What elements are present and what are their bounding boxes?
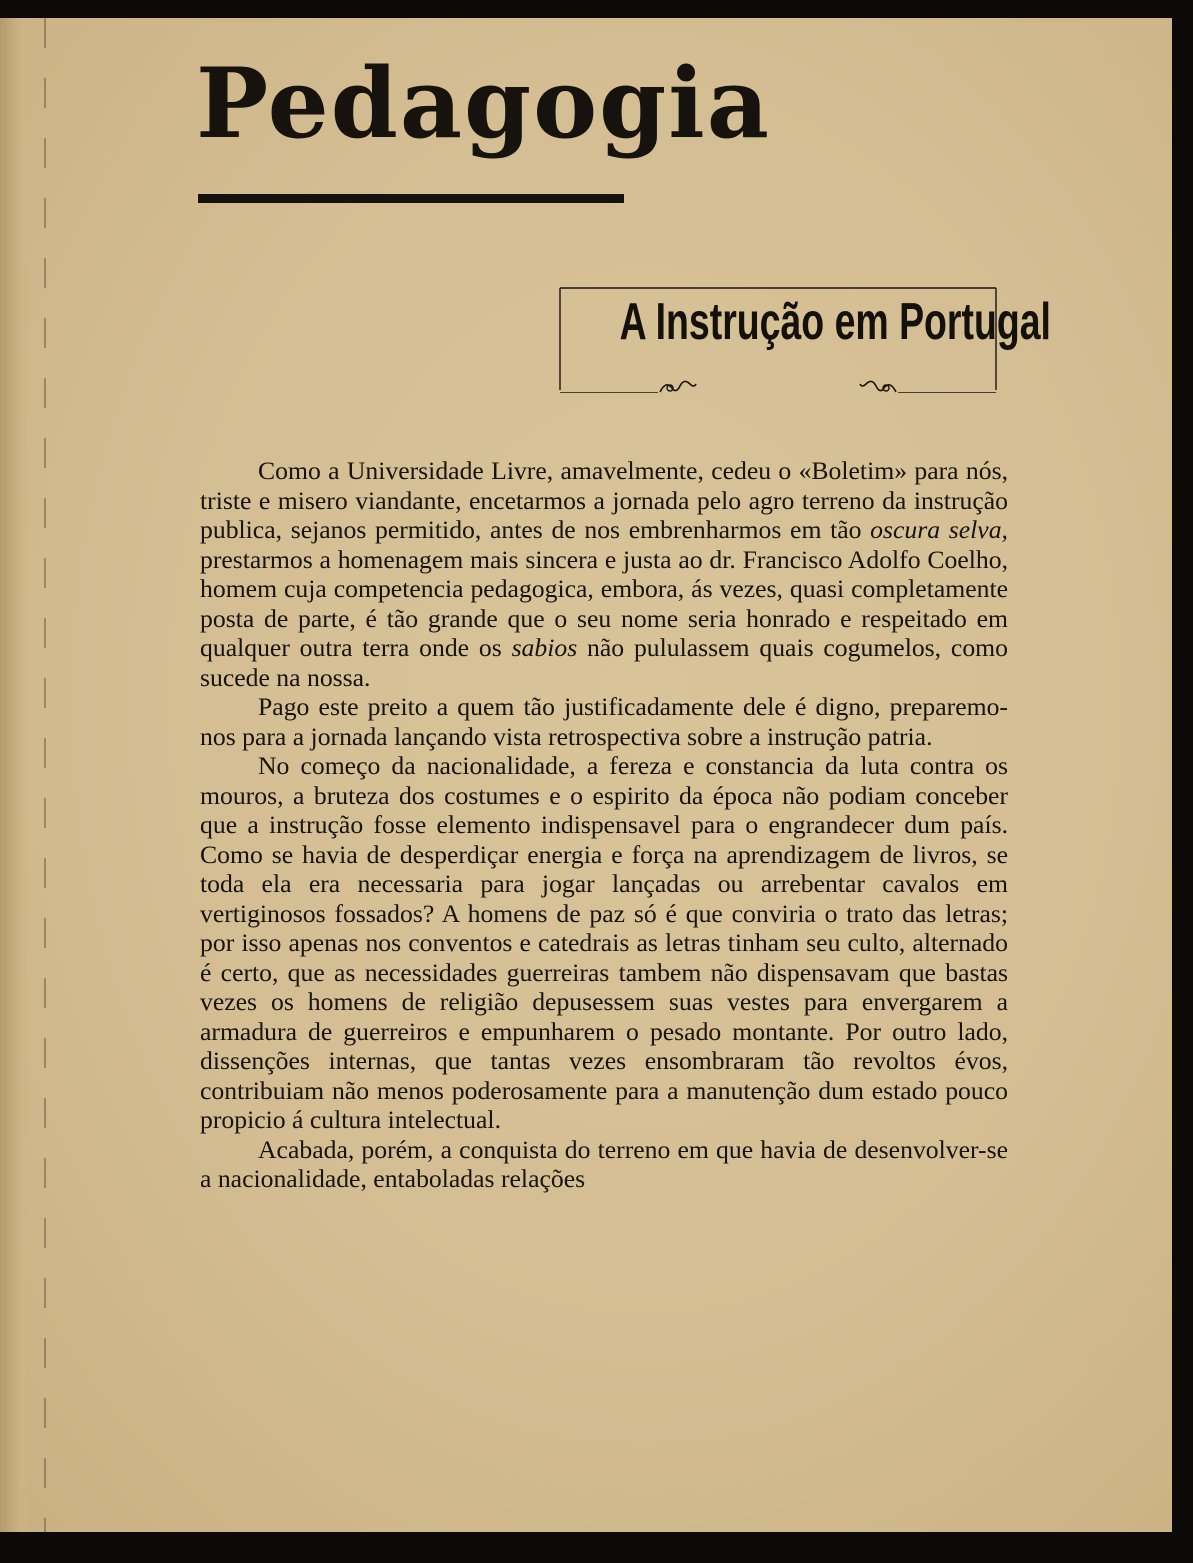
article-title-box	[558, 268, 1051, 393]
text-run: No começo da nacionalidade, a fereza e constancia da luta contra os mouros, a bruteza dos costumes e o espirito da época não podiam conceber que a instrução fosse elemento indispensavel para o engrandecer dum país. Como se havia de desperdiçar energia e força na aprendizagem de livros, se toda ela era necessaria para jogar lançadas ou arrebentar cavalos em vertiginosos fossados? A homens de paz só é que conviria o trato das letras; por isso apenas nos conventos e catedrais as letras tinham seu culto, alternado é certo, que as necessidades guerreiras tambem não dispensavam que bastas vezes os homens de religião depusessem suas vestes para envergarem a armadura de guerreiros e empunharem o pesado montante. Por outro lado, dissenções internas, que tantas vezes ensombraram tão revoltos évos, contribuiam não menos poderosamente para a manutenção dum estado pouco propicio á cultura intelectual.	[200, 751, 1008, 1134]
text-run: Pago este preito a quem tão justificadamente dele é digno, preparemo-nos para a jornada lançando vista retrospectiva sobre a instrução patria.	[200, 692, 1008, 751]
title-underline-rule	[198, 194, 624, 203]
text-run: não pululassem quais cogumelos, como sucede na nossa.	[200, 633, 1008, 692]
italic-phrase: sabios	[511, 633, 578, 662]
left-flourish-icon	[658, 378, 698, 396]
article-paragraph	[200, 1135, 1008, 1194]
article-paragraph	[200, 456, 1008, 692]
article-title: A Instrução em Portugal	[619, 293, 1051, 351]
article-paragraph	[200, 692, 1008, 751]
right-flourish-icon	[858, 378, 898, 396]
text-run: Acabada, porém, a conquista do terreno em que havia de desenvolver-se a nacionalidade, entaboladas relações	[200, 1134, 1008, 1193]
section-title: Pedagogia	[196, 47, 771, 160]
page-left-edge	[0, 18, 30, 1532]
article-body	[200, 456, 1008, 1194]
text-run: Como a Universidade Livre, amavelmente, cedeu o «Boletim» para nós, triste e misero viandante, encetarmos a jornada pelo agro terreno da instrução publica, sejanos permitido, antes de nos embrenharmos em tão	[200, 456, 1008, 544]
italic-phrase: oscura selva,	[870, 515, 1008, 544]
scanned-page	[0, 18, 1172, 1532]
article-paragraph	[200, 751, 1008, 1135]
binding-stitches	[44, 18, 46, 1532]
text-run: prestarmos a homenagem mais sincera e justa ao dr. Francisco Adolfo Coelho, homem cuja competencia pedagogica, embora, ás vezes, quasi completamente posta de parte, é tão grande que o seu nome seria honrado e respeitado em qualquer outra terra onde os	[200, 544, 1008, 662]
